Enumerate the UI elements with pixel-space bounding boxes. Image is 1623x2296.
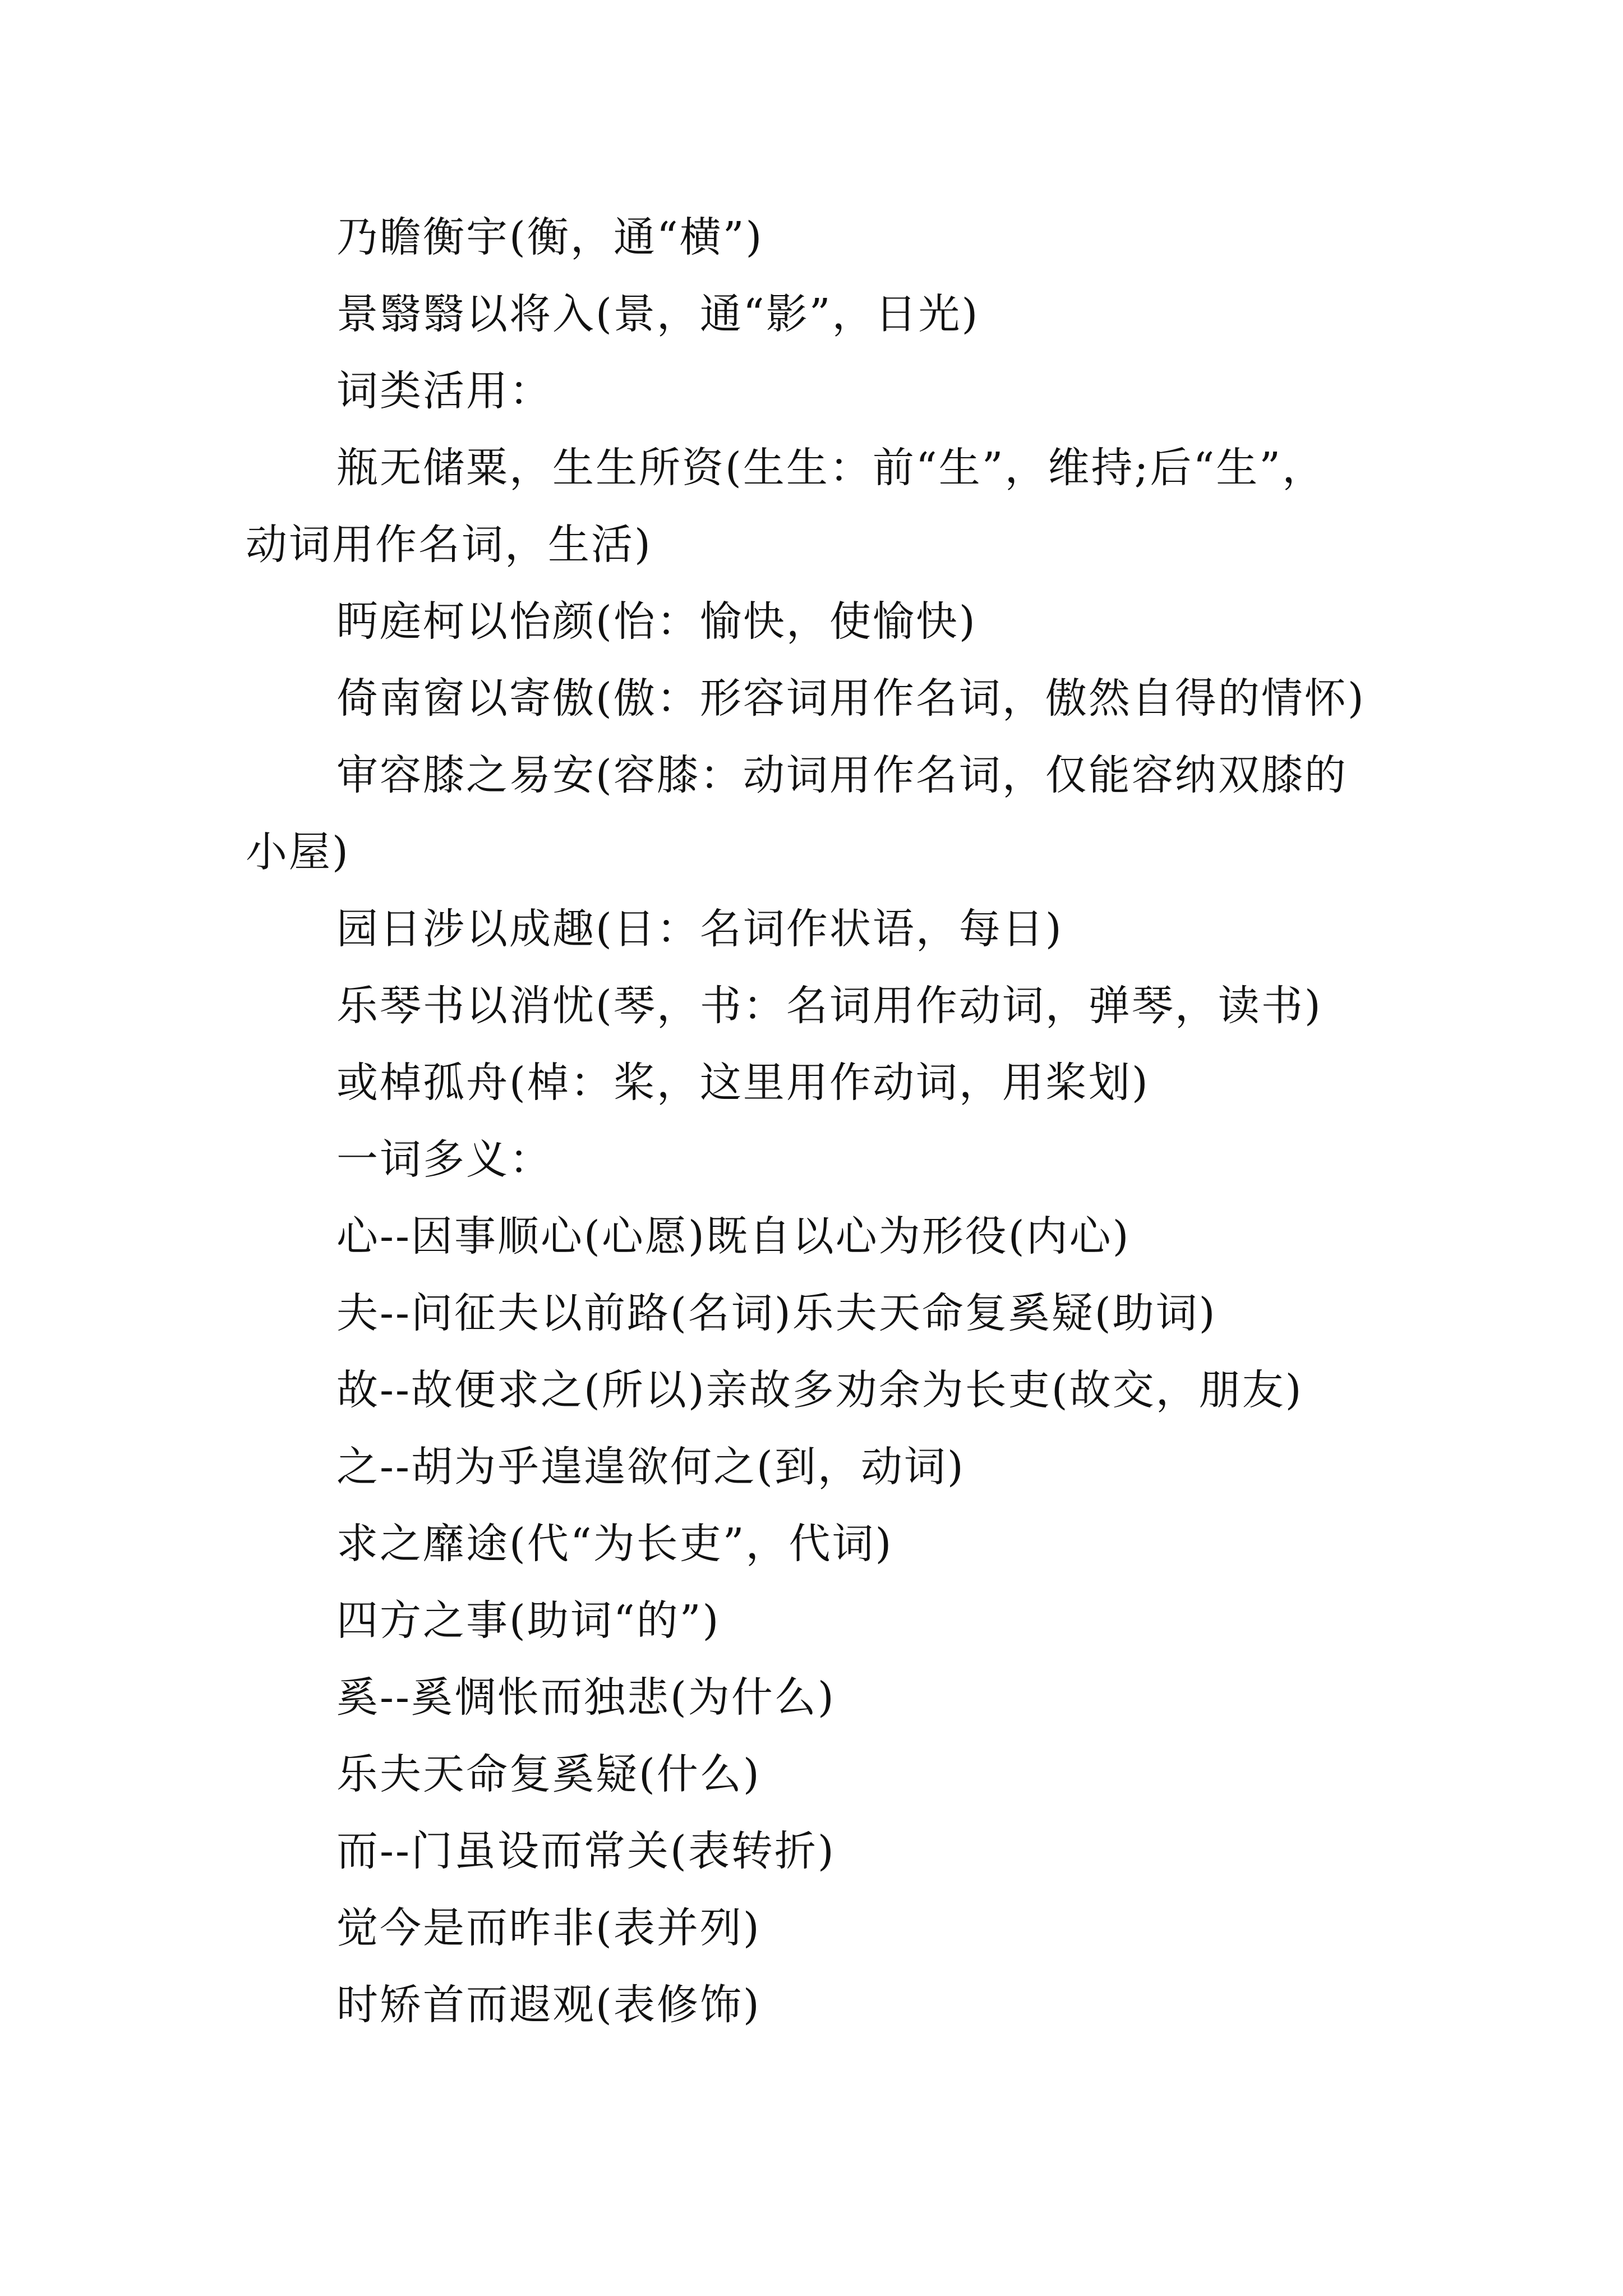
text-line: 瓶无储粟，生生所资(生生：前“生”，维持;后“生”， (336, 444, 1326, 492)
text-line: 四方之事(助词“的”) (336, 1596, 721, 1645)
text-line: 之--胡为乎遑遑欲何之(到，动词) (336, 1443, 965, 1491)
text-line: 求之靡途(代“为长吏”，代词) (336, 1520, 893, 1568)
text-line: 园日涉以成趣(日：名词作状语，每日) (336, 905, 1063, 953)
text-line: 时矫首而遐观(表修饰) (336, 1981, 761, 2029)
text-line-continuation: 动词用作名词，生活) (246, 521, 652, 569)
text-line: 审容膝之易安(容膝：动词用作名词，仅能容纳双膝的 (336, 751, 1348, 799)
text-line: 乐夫天命复奚疑(什么) (336, 1750, 761, 1798)
text-line: 夫--问征夫以前路(名词)乐夫天命复奚疑(助词) (336, 1289, 1217, 1337)
text-line: 乐琴书以消忧(琴，书：名词用作动词，弹琴，读书) (336, 982, 1322, 1030)
section-heading: 一词多义： (336, 1135, 552, 1184)
section-heading: 词类活用： (336, 367, 552, 415)
text-line: 或棹孤舟(棹：桨，这里用作动词，用桨划) (336, 1059, 1150, 1107)
document-page (246, 199, 1395, 2044)
text-line: 故--故便求之(所以)亲故多劝余为长吏(故交，朋友) (336, 1366, 1303, 1414)
text-line: 觉今是而昨非(表并列) (336, 1904, 761, 1952)
text-line: 倚南窗以寄傲(傲：形容词用作名词，傲然自得的情怀) (336, 674, 1366, 723)
text-line: 而--门虽设而常关(表转折) (336, 1827, 836, 1875)
text-line: 心--因事顺心(心愿)既自以心为形役(内心) (336, 1212, 1131, 1260)
text-line-continuation: 小屋) (246, 828, 350, 876)
text-line: 眄庭柯以怡颜(怡：愉快，使愉快) (336, 597, 977, 646)
text-line: 奚--奚惆怅而独悲(为什么) (336, 1673, 836, 1722)
text-line: 乃瞻衡宇(衡，通“横”) (336, 213, 764, 261)
text-line: 景翳翳以将入(景，通“影”，日光) (336, 290, 980, 338)
